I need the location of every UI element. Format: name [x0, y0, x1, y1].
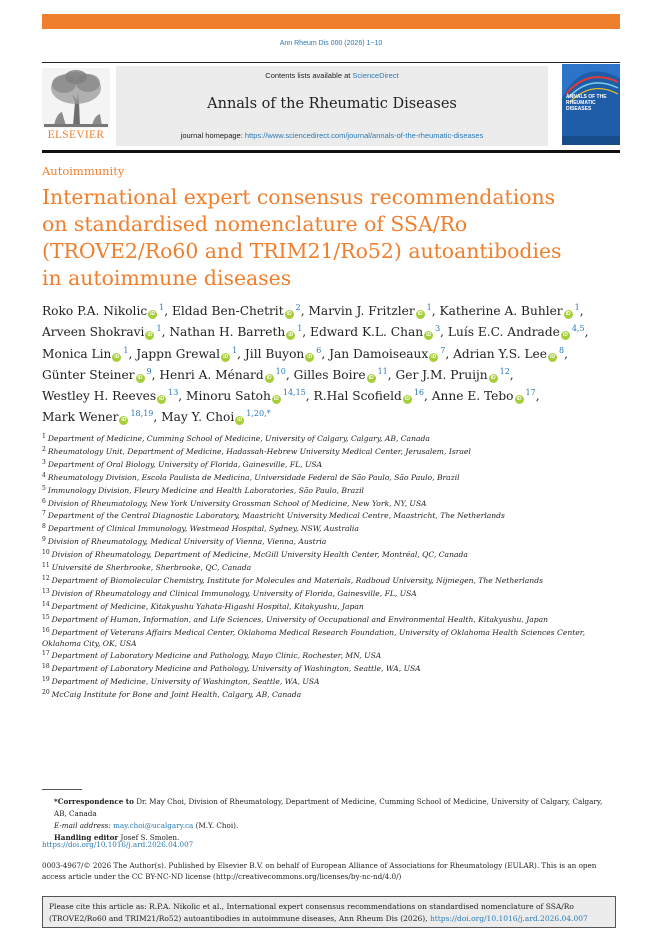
orcid-icon[interactable]: iD — [121, 417, 127, 424]
orcid-icon[interactable]: iD — [562, 332, 568, 339]
author-affiliation-marker[interactable]: 2 — [295, 303, 301, 312]
author-name[interactable]: Adrian Y.S. Lee — [453, 346, 547, 361]
license-statement: 0003-4967/© 2026 The Author(s). Published by Elsevier B.V. on behalf of European Alliance of Associations for Rheumatology (EULAR). This is an open access article under the CC BY-NC-ND license (http://creativecommons.org/licenses/by-nc-nd/4.0/) — [42, 861, 597, 881]
author-name[interactable]: Arveen Shokravi — [42, 325, 145, 340]
orcid-icon[interactable]: iD — [223, 353, 229, 360]
author-entry — [42, 347, 128, 361]
author-name[interactable]: Henri A. Ménard — [159, 367, 264, 382]
affiliation-item — [42, 600, 602, 613]
contents-line — [116, 71, 548, 80]
author-name[interactable]: R.Hal Scofield — [313, 389, 402, 404]
affiliation-text: Rheumatology Unit, Department of Medicine, Hadassah-Hebrew University Medical Center, Jerusalem, Israel — [47, 446, 471, 456]
doi-link[interactable]: https://doi.org/10.1016/j.ard.2026.04.007 — [42, 840, 194, 849]
affiliation-item — [42, 613, 602, 626]
orcid-icon[interactable]: iD — [368, 374, 374, 381]
author-affiliation-marker[interactable]: 1 — [426, 303, 432, 312]
editor-name: Josef S. Smolen. — [118, 833, 180, 842]
author-affiliation-marker[interactable]: 6 — [316, 345, 322, 355]
author-affiliation-marker[interactable]: 11 — [377, 366, 388, 376]
homepage-link[interactable]: https://www.sciencedirect.com/journal/annals-of-the-rheumatic-diseases — [244, 131, 484, 140]
affiliation-text: Department of the Central Diagnostic Laboratory, Maastricht University Medical Centre, Maastricht, The Netherlands — [47, 511, 505, 521]
affiliation-number: 1 — [42, 433, 46, 440]
affiliation-item — [42, 497, 602, 510]
article-section-label: Autoimmunity — [42, 164, 125, 178]
affiliation-text: Department of Oral Biology, University of Florida, Gainesville, FL, USA — [47, 459, 323, 469]
affiliation-item — [42, 432, 602, 445]
correspondence-line — [54, 796, 614, 820]
affiliation-item — [42, 662, 602, 675]
orcid-icon[interactable]: iD — [549, 353, 555, 360]
homepage-prefix: journal homepage: — [180, 131, 245, 140]
orcid-icon[interactable]: iD — [565, 311, 571, 317]
author-entry — [159, 368, 285, 382]
author-affiliation-marker[interactable]: 4,5 — [571, 324, 585, 334]
correspondence-footnote — [54, 796, 614, 844]
affiliation-item — [42, 535, 602, 548]
orcid-icon[interactable]: iD — [307, 353, 313, 360]
author-entry — [42, 410, 153, 424]
affiliation-text: Department of Medicine, University of Washington, Seattle, WA, USA — [51, 677, 320, 687]
author-affiliation-marker[interactable]: 9 — [146, 366, 152, 376]
header-bottom-rule — [42, 150, 620, 153]
author-entry — [440, 304, 580, 318]
orcid-icon[interactable]: iD — [490, 374, 496, 381]
author-name[interactable]: Jappn Grewal — [136, 346, 221, 361]
affiliation-number: 20 — [42, 689, 50, 697]
author-entry — [329, 347, 445, 361]
affiliation-item — [42, 548, 602, 561]
header-top-rule — [42, 62, 620, 63]
author-affiliation-marker[interactable]: 1 — [156, 324, 162, 334]
author-entry — [169, 325, 302, 339]
author-name[interactable]: Nathan H. Barreth — [169, 325, 286, 340]
top-accent-bar — [42, 14, 620, 29]
author-name[interactable]: Mark Wener — [42, 410, 119, 425]
author-entry — [172, 304, 301, 318]
author-affiliation-marker[interactable]: 7 — [440, 345, 446, 355]
journal-title: Annals of the Rheumatic Diseases — [207, 96, 457, 112]
author-entry — [314, 389, 424, 403]
affiliation-item — [42, 509, 602, 522]
affiliation-item — [42, 445, 602, 458]
elsevier-wordmark: ELSEVIER — [47, 129, 105, 141]
affiliation-number: 19 — [42, 676, 50, 684]
contents-prefix: Contents lists available at — [265, 71, 353, 80]
author-entry — [453, 347, 564, 361]
orcid-icon[interactable]: iD — [266, 374, 272, 381]
author-affiliation-marker[interactable]: 8 — [558, 345, 565, 355]
email-label: E-mail address: — [54, 821, 111, 830]
author-name[interactable]: Eldad Ben-Chetrit — [172, 304, 284, 318]
affiliation-number: 2 — [42, 445, 46, 453]
email-link[interactable]: may.choi@ucalgary.ca — [113, 821, 194, 830]
sciencedirect-link[interactable]: ScienceDirect — [352, 71, 399, 80]
author-affiliation-marker[interactable]: 1,20,* — [246, 409, 271, 419]
author-name[interactable]: Ger J.M. Pruijn — [395, 367, 488, 382]
author-affiliation-marker[interactable]: 1 — [123, 345, 129, 355]
affiliation-item — [42, 675, 602, 688]
affiliation-number: 8 — [42, 523, 46, 531]
author-name[interactable]: Jan Damoiseaux — [329, 346, 429, 361]
orcid-icon[interactable]: iD — [273, 396, 279, 403]
affiliation-number: 17 — [42, 650, 50, 658]
affiliation-item — [42, 649, 602, 662]
affiliation-text: Division of Rheumatology, Department of Medicine, McGill University Health Center, Montréal, QC, Canada — [51, 550, 468, 560]
author-affiliation-marker[interactable]: 10 — [275, 366, 286, 376]
affiliation-item — [42, 458, 602, 471]
orcid-icon[interactable]: iD — [159, 396, 165, 403]
affiliation-number: 4 — [42, 471, 46, 479]
author-name[interactable]: May Y. Choi — [161, 410, 235, 425]
orcid-icon[interactable]: iD — [150, 311, 156, 317]
author-name[interactable]: Gilles Boire — [293, 367, 366, 382]
author-affiliation-marker[interactable]: 3 — [435, 324, 441, 334]
author-name[interactable]: Westley H. Reeves — [42, 389, 157, 404]
correspondence-label: *Correspondence to — [54, 797, 134, 806]
citation-doi-link[interactable]: https://doi.org/10.1016/j.ard.2026.04.007 — [429, 914, 588, 923]
author-name[interactable]: Jill Buyon — [244, 346, 305, 361]
correspondence-text: Dr. May Choi, Division of Rheumatology, Department of Medicine, Cumming School of Medicine, University of Calgary, Calgary, AB, Canada — [54, 797, 603, 818]
affiliation-number: 12 — [42, 574, 50, 582]
author-name[interactable]: Roko P.A. Nikolic — [42, 304, 148, 318]
author-entry — [186, 389, 306, 403]
orcid-icon[interactable]: iD — [237, 417, 243, 424]
affiliation-number: 16 — [42, 626, 50, 634]
orcid-icon[interactable]: iD — [417, 311, 423, 317]
affiliation-text: Department of Medicine, Cumming School of Medicine, University of Calgary, Calgary, AB, Canada — [47, 434, 430, 443]
orcid-icon[interactable]: iD — [288, 332, 294, 339]
email-suffix: (M.Y. Choi). — [193, 821, 239, 830]
author-entry — [310, 325, 440, 339]
journal-reference[interactable]: Ann Rheum Dis 000 (2026) 1−10 — [279, 40, 383, 47]
author-name[interactable]: Katherine A. Buhler — [439, 304, 563, 318]
affiliation-text: Division of Rheumatology, Medical University of Vienna, Vienna, Austria — [47, 537, 327, 547]
author-entry — [42, 368, 152, 382]
email-line — [54, 820, 614, 832]
affiliation-text: Division of Rheumatology, New York University Grossman School of Medicine, New York, NY, USA — [47, 498, 427, 508]
orcid-icon[interactable]: iD — [286, 311, 292, 317]
orcid-icon[interactable]: iD — [137, 374, 143, 381]
author-entry — [308, 304, 431, 318]
affiliation-number: 6 — [42, 497, 46, 505]
orcid-icon[interactable]: iD — [431, 353, 437, 360]
author-entry — [42, 389, 178, 403]
affiliation-text: Department of Biomolecular Chemistry, Institute for Molecules and Materials, Radboud University, Nijmegen, The Netherlands — [51, 575, 543, 585]
cover-title: ANNALS OF THE RHEUMATIC DISEASES — [566, 94, 607, 112]
orcid-icon[interactable]: iD — [516, 396, 522, 403]
author-entry — [245, 347, 321, 361]
author-entry — [396, 368, 510, 382]
author-entry — [432, 389, 536, 403]
affiliation-number: 18 — [42, 663, 50, 671]
author-name[interactable]: Minoru Satoh — [186, 389, 271, 404]
author-affiliation-marker[interactable]: 1 — [574, 303, 580, 312]
author-affiliation-marker[interactable]: 1 — [159, 303, 165, 312]
affiliation-text: McCaig Institute for Bone and Joint Health, Calgary, AB, Canada — [51, 690, 302, 700]
article-title: International expert consensus recommendations on standardised nomenclature of SSA/Ro (TROVE2/Ro60 and TRIM21/Ro52) autoantibodies in autoimmune diseases — [42, 185, 562, 290]
author-name[interactable]: Luís E.C. Andrade — [447, 325, 560, 340]
orcid-icon[interactable]: iD — [114, 353, 120, 360]
author-affiliation-marker[interactable]: 13 — [168, 388, 179, 398]
author-entry — [42, 325, 162, 339]
affiliation-text: Department of Laboratory Medicine and Pathology, Mayo Clinic, Rochester, MN, USA — [51, 651, 382, 661]
affiliation-number: 11 — [42, 562, 50, 570]
affiliation-number: 7 — [42, 510, 46, 518]
affiliation-text: Université de Sherbrooke, Sherbrooke, QC, Canada — [51, 563, 252, 573]
affiliation-item — [42, 522, 602, 535]
footnote-rule — [42, 789, 82, 790]
author-entry — [42, 304, 164, 318]
affiliation-number: 5 — [42, 484, 46, 492]
author-name[interactable]: Anne E. Tebo — [431, 389, 514, 404]
affiliation-list — [42, 432, 602, 701]
author-name[interactable]: Marvin J. Fritzler — [308, 304, 415, 318]
affiliation-text: Division of Rheumatology and Clinical Immunology, University of Florida, Gainesville, FL, USA — [51, 588, 417, 598]
affiliation-number: 9 — [42, 536, 46, 544]
author-affiliation-marker[interactable]: 18,19 — [130, 409, 154, 419]
citation-text: Please cite this article as: R.P.A. Nikolic et al., International expert consensus recommendations on standardised nomenclature of SSA/Ro (TROVE2/Ro60 and TRIM21/Ro52) autoantibodies in autoimmune diseases, Ann Rheum Dis (2026), — [49, 902, 574, 923]
author-name[interactable]: Edward K.L. Chan — [310, 325, 424, 340]
affiliation-number: 10 — [42, 549, 50, 557]
author-list: Roko P.A. Nikolic $iD^1$, Eldad Ben-Chetrit $iD^2$, Marvin J. Fritzler $iD^1$, Katherine A. Buhler $iD^1$, Arveen Shokravi $iD^1$, Nathan H. Barreth $iD^1$, Edward K.L. Chan $iD^3$, Luís E.C. Andrade iD$^{4,5}$, Monica Lin $iD^1$, Jappn Grewal $iD^1$, Jill Buyon $iD^6$, Jan Damoiseaux $iD^7$, Adrian Y.S. Lee $iD^8$, Günter Steiner $iD^9$, Henri A. Ménard $iD^{10}$, Gilles Boire $iD^{11}$, Ger J.M. Pruijn $iD^{12}$, Westley H. Reeves $iD^{13}$, Minoru Satoh iD$^{14,15}$, R.Hal Scofield $iD^{16}$, Anne E. Tebo $iD^{17}$, Mark Wener iD$^{18,19}$, May Y. Choi $iD^{1,20,*}$ — [42, 303, 589, 425]
author-name[interactable]: Monica Lin — [42, 346, 112, 361]
editor-label: Handling editor — [54, 833, 119, 842]
affiliation-item — [42, 561, 602, 574]
affiliation-number: 15 — [42, 613, 50, 621]
affiliation-item — [42, 471, 602, 484]
author-entry — [161, 410, 271, 424]
affiliation-text: Department of Laboratory Medicine and Pathology, University of Washington, Seattle, WA, USA — [51, 664, 421, 674]
author-affiliation-marker[interactable]: 1 — [232, 345, 238, 355]
affiliation-number: 14 — [42, 600, 50, 608]
affiliation-text: Department of Veterans Affairs Medical Center, Oklahoma Medical Research Foundation, University of Oklahoma Health Sciences Center, Oklahoma City, OK, USA — [42, 627, 585, 648]
affiliation-text: Department of Clinical Immunology, Westmead Hospital, Sydney, NSW, Australia — [47, 524, 359, 534]
journal-homepage — [116, 131, 548, 140]
affiliation-number: 3 — [42, 458, 46, 466]
affiliation-text: Immunology Division, Fleury Medicine and Health Laboratories, São Paulo, Brazil — [47, 485, 364, 495]
author-affiliation-marker[interactable]: 12 — [499, 366, 510, 376]
author-entry — [294, 368, 388, 382]
orcid-icon[interactable]: iD — [147, 332, 153, 339]
author-name[interactable]: Günter Steiner — [42, 367, 135, 382]
affiliation-item — [42, 574, 602, 587]
affiliation-number: 13 — [42, 587, 50, 595]
citation-box — [42, 896, 616, 928]
orcid-icon[interactable]: iD — [404, 396, 410, 403]
affiliation-text: Department of Human, Information, and Life Sciences, University of Occupational and Environmental Health, Kitakyushu, Japan — [51, 614, 549, 624]
affiliation-item — [42, 587, 602, 600]
author-affiliation-marker[interactable]: 16 — [413, 388, 424, 398]
journal-cover-thumbnail[interactable] — [562, 64, 620, 145]
affiliation-item — [42, 688, 602, 701]
author-affiliation-marker[interactable]: 1 — [297, 324, 303, 334]
author-affiliation-marker[interactable]: 14,15 — [282, 388, 306, 398]
affiliation-item — [42, 484, 602, 497]
affiliation-item — [42, 626, 602, 650]
affiliation-text: Department of Medicine, Kitakyushu Yahata-Higashi Hospital, Kitakyushu, Japan — [51, 601, 364, 611]
affiliation-text: Rheumatology Division, Escola Paulista de Medicina, Universidade Federal de São Paulo, São Paulo, Brazil — [47, 472, 460, 482]
author-entry — [448, 325, 585, 339]
author-entry — [136, 347, 237, 361]
orcid-icon[interactable]: iD — [426, 332, 432, 339]
author-affiliation-marker[interactable]: 17 — [525, 388, 536, 398]
